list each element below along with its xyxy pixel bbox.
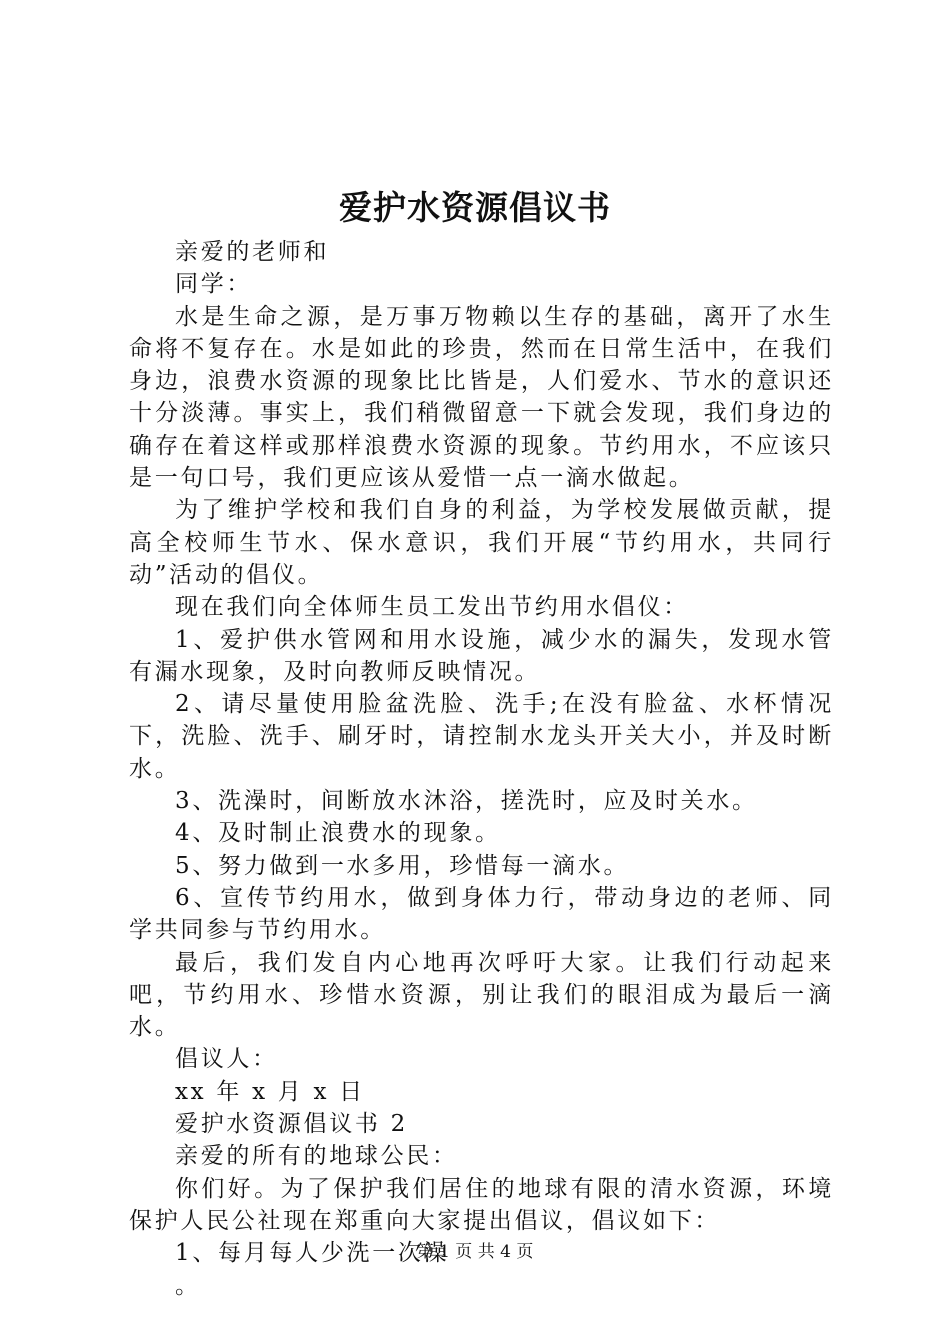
salutation-line-2: 同学： <box>175 271 253 298</box>
list-item: 3、洗澡时，间断放水沐浴，搓洗时，应及时关水。 <box>175 788 758 815</box>
signature-label: 倡议人： <box>175 1046 278 1073</box>
list-item: 1、爱护供水管网和用水设施，减少水的漏失，发现水管有漏水现象，及时向教师反映情况。 <box>129 626 834 685</box>
page-footer: 第 1 页 共 4 页 <box>416 1242 534 1262</box>
document-body <box>129 236 834 1302</box>
list-item: 1、每月每人少洗一次澡 <box>175 1240 450 1267</box>
trailing-mark: 。 <box>175 1272 201 1299</box>
salutation-line-1: 亲爱的老师和 <box>175 239 330 265</box>
date-line: xx 年 x 月 x 日 <box>175 1078 365 1105</box>
paragraph: 最后，我们发自内心地再次呼吁大家。让我们行动起来吧，节约用水、珍惜水资源，别让我们的眼泪成为最后一滴水。 <box>129 949 834 1041</box>
section-heading: 爱护水资源倡议书 2 <box>175 1111 408 1138</box>
paragraph: 你们好。为了保护我们居住的地球有限的清水资源，环境保护人民公社现在郑重向大家提出倡议，倡议如下： <box>129 1175 834 1234</box>
paragraph: 现在我们向全体师生员工发出节约用水倡仪： <box>175 594 689 621</box>
list-item: 4、及时制止浪费水的现象。 <box>175 820 501 847</box>
list-item: 6、宣传节约用水，做到身体力行，带动身边的老师、同学共同参与节约用水。 <box>129 884 834 944</box>
list-item: 5、努力做到一水多用，珍惜每一滴水。 <box>175 852 630 879</box>
salutation-line: 亲爱的所有的地球公民： <box>175 1143 458 1170</box>
paragraph: 水是生命之源，是万事万物赖以生存的基础，离开了水生命将不复存在。水是如此的珍贵，然而在日常生活中，在我们身边，浪费水资源的现象比比皆是，人们爱水、节水的意识还十分淡薄。事实上，我们稍微留意一下就会发现，我们身边的确存在着这样或那样浪费水资源的现象。节约用水，不应该只是一句口号，我们更应该从爱惜一点一滴水做起。 <box>129 303 834 492</box>
paragraph: 为了维护学校和我们自身的利益，为学校发展做贡献，提高全校师生节水、保水意识，我们开展“节约用水，共同行动”活动的倡仪。 <box>129 497 834 588</box>
document-title: 爱护水资源倡议书 <box>339 188 611 227</box>
list-item: 2、请尽量使用脸盆洗脸、洗手;在没有脸盆、水杯情况下，洗脸、洗手、刷牙时，请控制水龙头开关大小，并及时断水。 <box>129 691 834 782</box>
